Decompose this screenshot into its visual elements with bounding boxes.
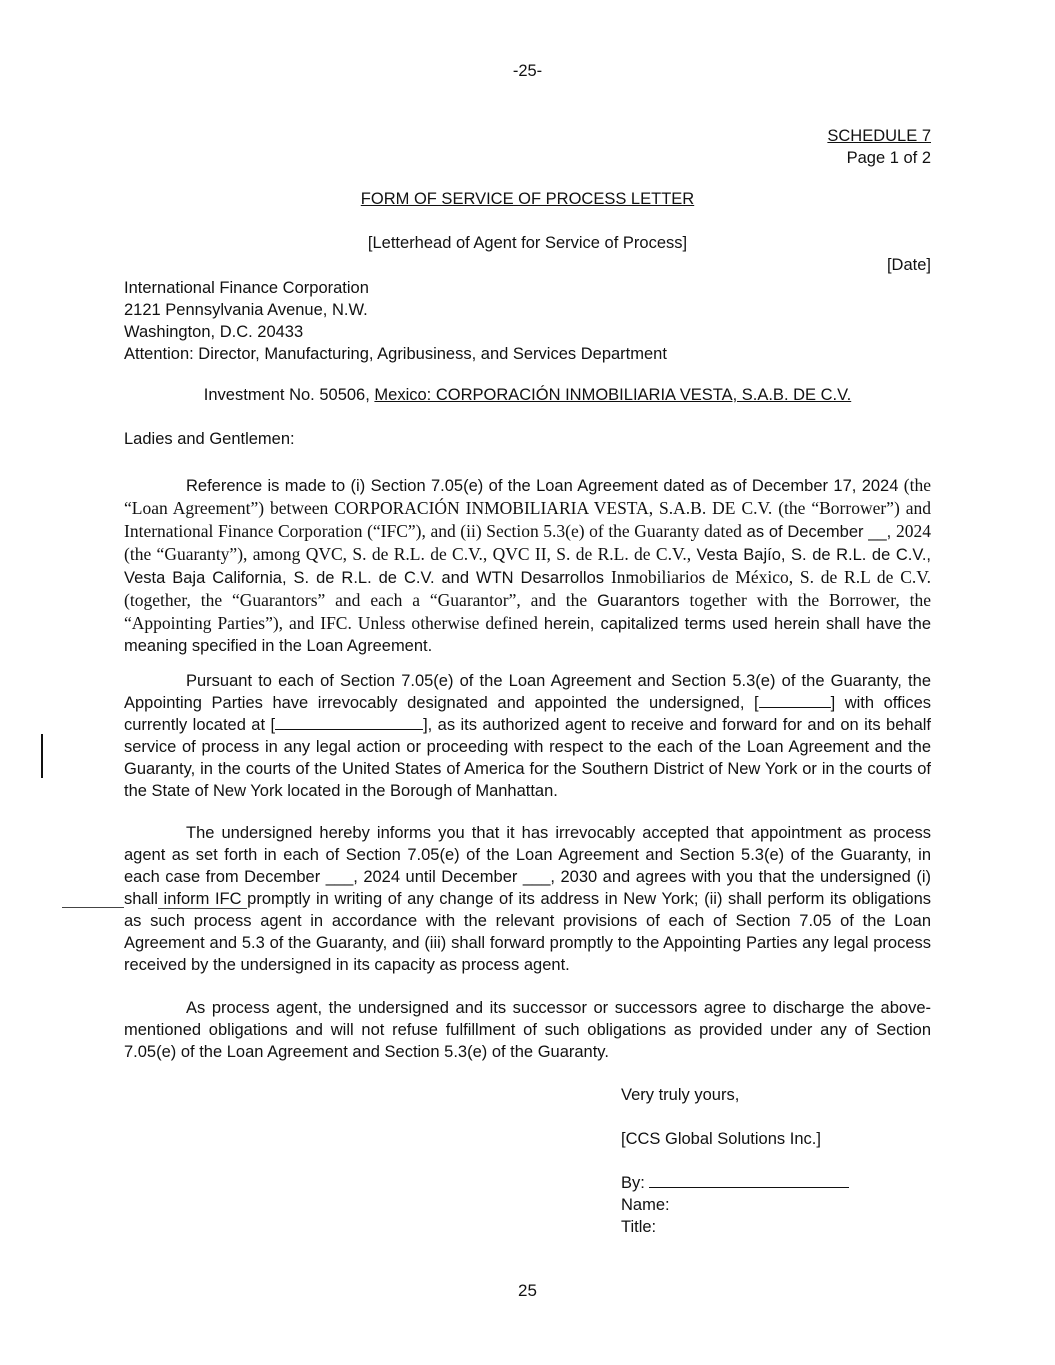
p1-text: as of December __,	[741, 523, 896, 541]
p3-text: promptly in writing of any change of its address in New York; (ii) shall perform its obligations as such process agent in accordance with the relevant provisions of each of Section 7.05 of the Loan Agreement and 5.3 of the Guaranty, and (iii) shall forward promptly to the Appointing Parties any legal process received by the undersigned in its capacity as process agent.	[124, 890, 931, 974]
signature-block	[621, 1084, 849, 1238]
addressee-line: 2121 Pennsylvania Avenue, N.W.	[124, 301, 368, 319]
p1-text: Vesta Bajío, S. de R.L. de C.V., Vesta Baja California, S. de R.L. de C.V. and WTN Desarrollos	[124, 546, 931, 587]
by-label: By:	[621, 1174, 650, 1192]
p1-text: together with the Borrower, the “Appointing Parties”), and IFC. Unless otherwise defined	[124, 590, 931, 633]
p2-text: ], as its authorized agent to receive and forward for and on its behalf service of process in any legal action or proceeding with respect to the each of the Loan Agreement and the Guaranty, in the courts of the United States of America for the Southern District of New York or in the courts of the State of New York located in the Borough of Manhattan.	[124, 716, 931, 800]
closing: Very truly yours,	[621, 1086, 740, 1104]
schedule-label: SCHEDULE 7	[827, 127, 931, 145]
page-number-top: -25-	[512, 62, 543, 80]
by-line	[621, 1172, 849, 1194]
name-label: Name:	[621, 1196, 670, 1214]
investment-project: Mexico: CORPORACIÓN INMOBILIARIA VESTA, S.A.B. DE C.V.	[374, 386, 852, 404]
title-label: Title:	[621, 1218, 657, 1236]
investment-number: Investment No. 50506,	[203, 386, 375, 404]
investment-reference	[0, 386, 1055, 405]
page-number-bottom: 25	[518, 1281, 537, 1300]
date-placeholder: [Date]	[886, 256, 931, 274]
paragraph-obligations: As process agent, the undersigned and its successor or successors agree to discharge the above-mentioned obligations and will not refuse fulfillment of such obligations as provided under any of Section 7.05(e) of the Loan Agreement and Section 5.3(e) of the Guaranty.	[124, 999, 931, 1061]
document-title: FORM OF SERVICE OF PROCESS LETTER	[360, 190, 695, 208]
agent-address-blank[interactable]	[275, 715, 423, 730]
salutation: Ladies and Gentlemen:	[124, 430, 295, 448]
p1-text: Inmobiliarios de México, S. de R.L de C.V. (together, the “Guarantors” and each a “Guarantor”, and the	[124, 567, 931, 610]
paragraph-reference	[124, 474, 931, 657]
addressee-line: International Finance Corporation	[124, 279, 369, 297]
signatory-company: [CCS Global Solutions Inc.]	[621, 1130, 821, 1148]
revision-margin-line	[62, 907, 124, 908]
paragraph-appointment	[124, 670, 931, 802]
p1-text: 2024 (the “Guaranty”), among QVC, S. de R.L. de C.V., QVC II, S. de R.L. de C.V.,	[124, 521, 931, 564]
revision-change-bar	[41, 734, 43, 778]
p3-text: The undersigned hereby informs you that it has irrevocably accepted that appointment as process agent as set forth in each of Section 7.05(e) of the Loan Agreement and Section 5.3(e) of the Guaranty, in each case from December ___, 2024 until December ___, 2030 and agrees with you that the undersigned (i) shall	[124, 824, 931, 908]
schedule-header	[827, 125, 931, 169]
agent-name-blank[interactable]	[759, 693, 831, 708]
paragraph-acceptance	[124, 822, 931, 976]
p1-text: herein, capitalized terms used herein shall have the meaning specified in the Loan Agreement.	[124, 615, 931, 655]
addressee-block	[124, 277, 667, 365]
p1-text: Guarantors	[597, 592, 680, 610]
p1-text: (the “Loan Agreement”) between CORPORACIÓN INMOBILIARIA VESTA, S.A.B. DE C.V. (the “Borrower”) and International Finance Corporation (“IFC”), and (ii) Section 5.3(e) of the Guaranty dated	[124, 475, 931, 541]
p1-text: Reference is made to (i) Section 7.05(e) of the Loan Agreement dated as of December 17, 2024	[186, 477, 904, 495]
p2-text: Pursuant to each of Section 7.05(e) of the Loan Agreement and Section 5.3(e) of the Guaranty, the Appointing Parties have irrevocably designated and appointed the undersigned, [	[124, 672, 931, 712]
p2-text: ] with offices currently located at [	[124, 694, 932, 734]
signature-line[interactable]	[649, 1173, 849, 1188]
addressee-line: Attention: Director, Manufacturing, Agribusiness, and Services Department	[124, 345, 667, 363]
p3-tracked-text: inform IFC	[157, 890, 248, 908]
addressee-line: Washington, D.C. 20433	[124, 323, 304, 341]
letterhead-placeholder: [Letterhead of Agent for Service of Process]	[367, 234, 688, 252]
page-of-label: Page 1 of 2	[846, 149, 931, 167]
